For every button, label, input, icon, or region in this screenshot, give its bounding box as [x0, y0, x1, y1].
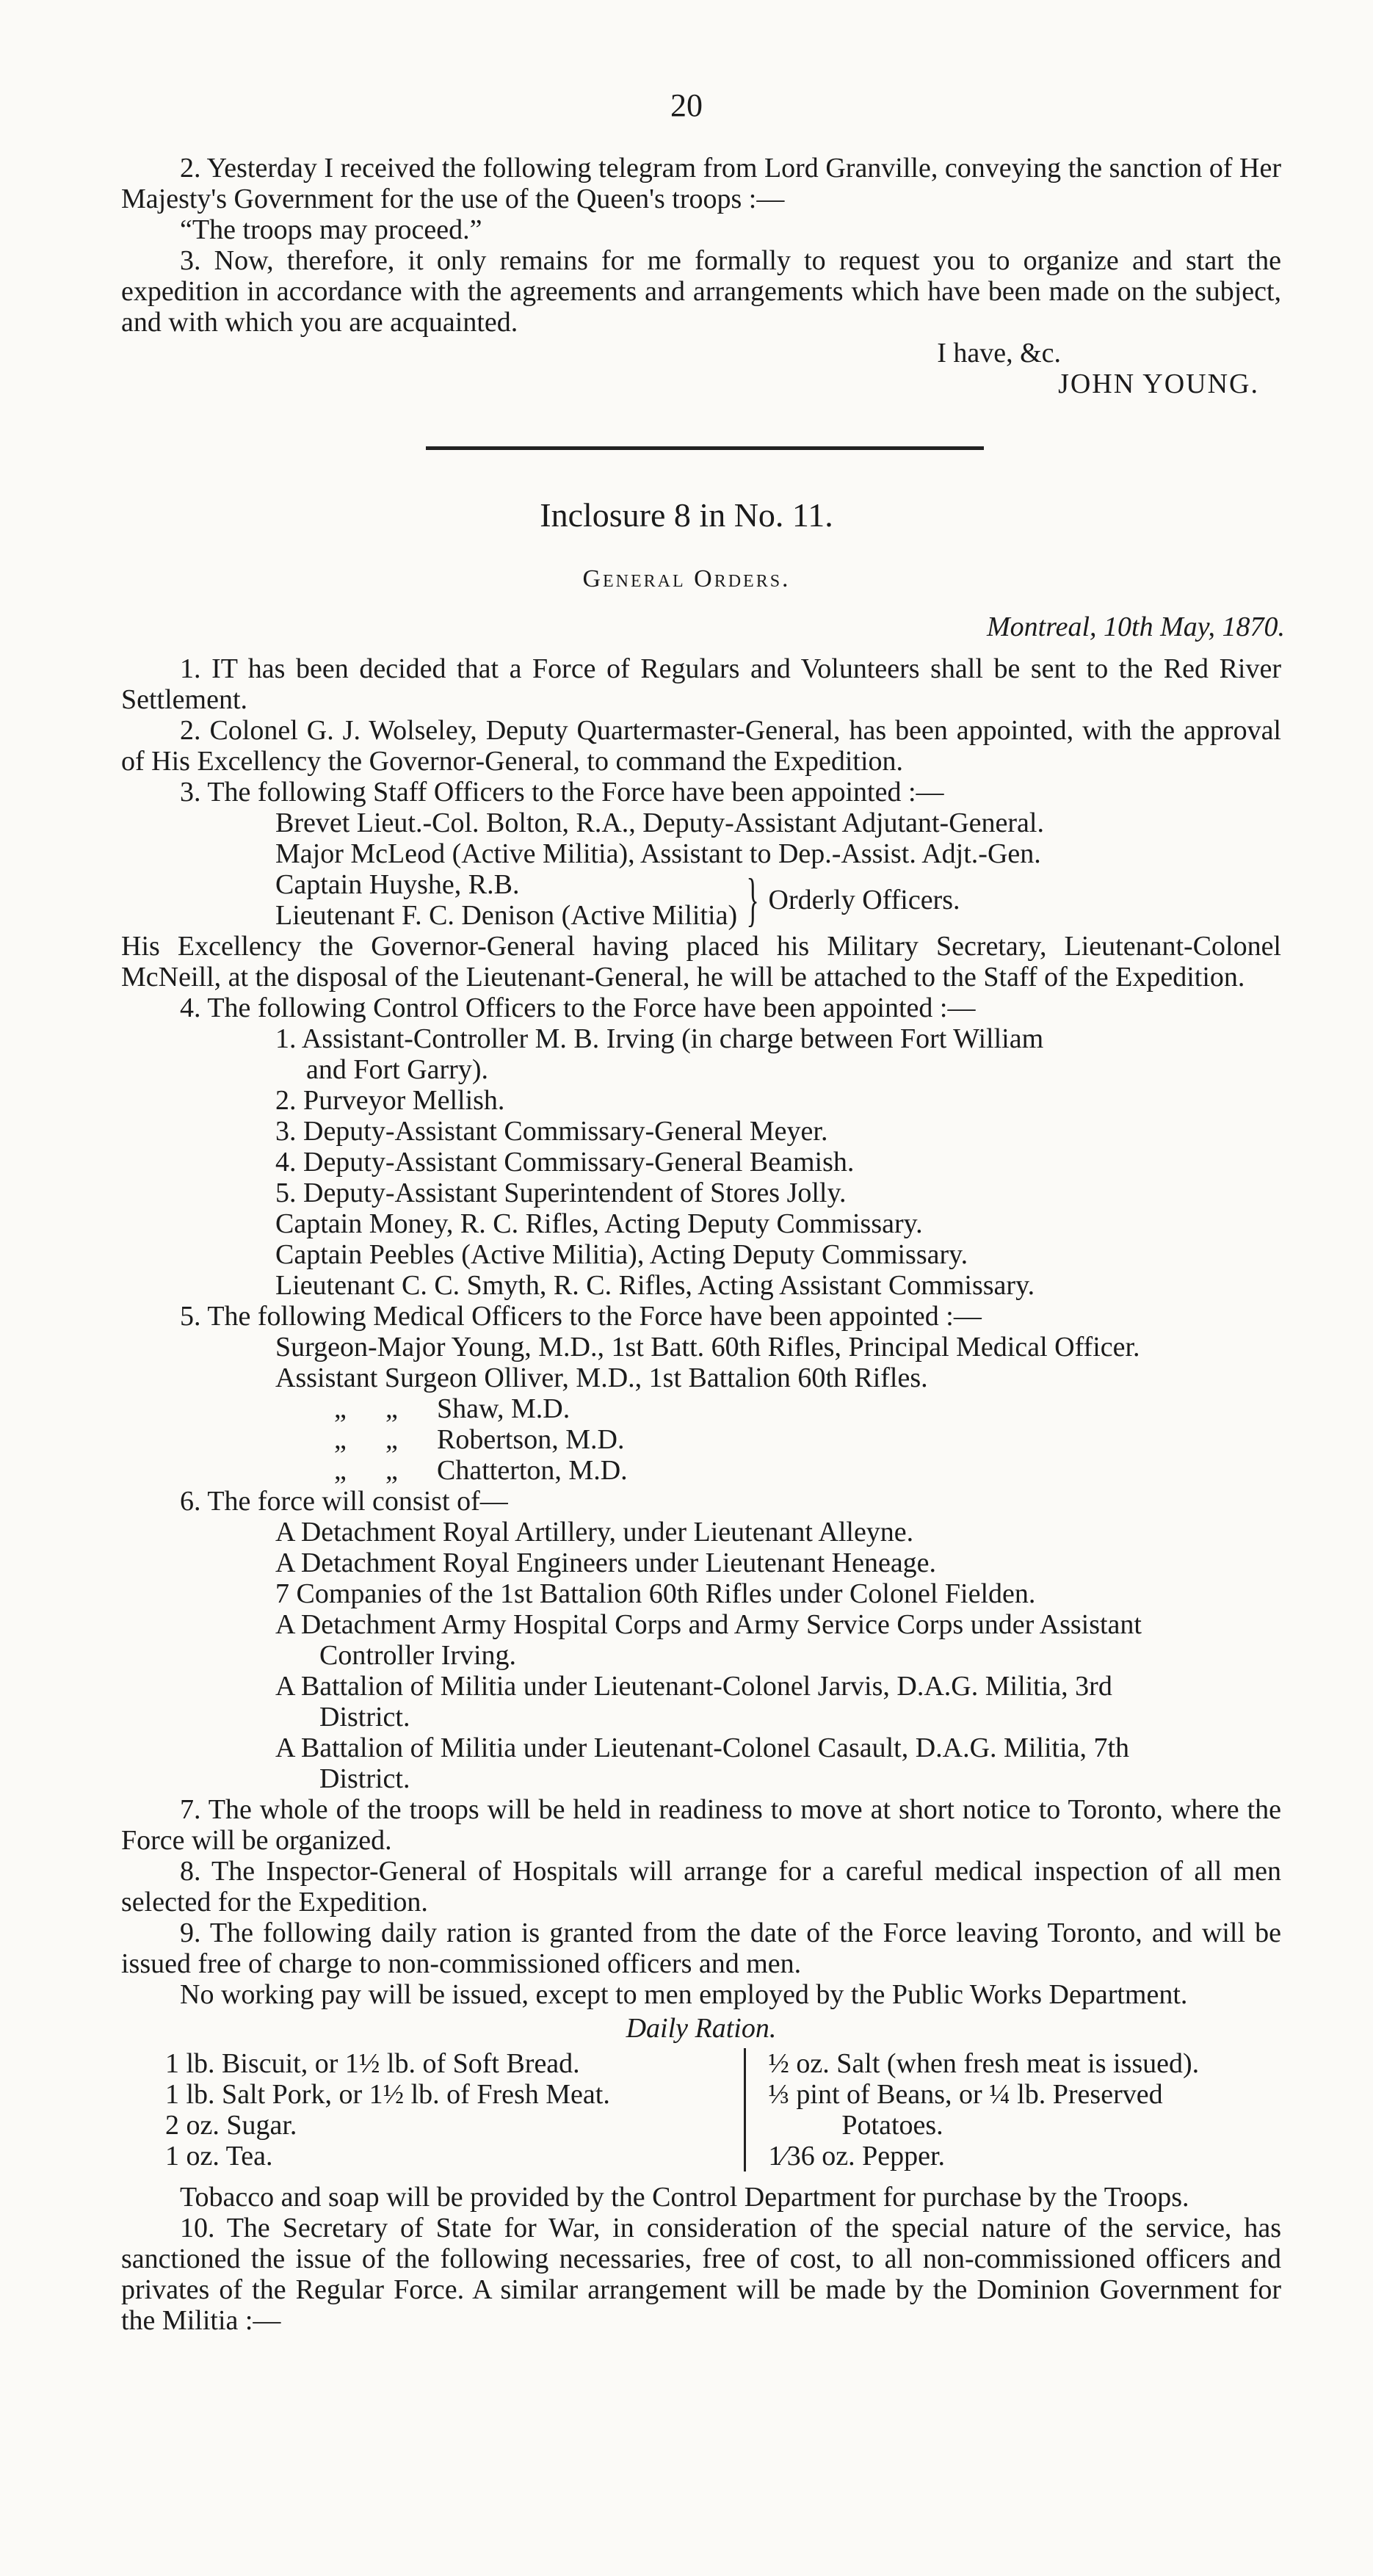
force-unit-continued: District. — [319, 1702, 410, 1733]
order-4: 4. The following Control Officers to the Force have been appointed :— — [180, 993, 976, 1023]
acting-officer: Captain Peebles (Active Militia), Acting Deputy Commissary. — [275, 1239, 968, 1270]
general-orders-heading: General Orders. — [582, 565, 791, 592]
acting-officer: Lieutenant C. C. Smyth, R. C. Rifles, Acting Assistant Commissary. — [275, 1270, 1035, 1301]
order-5: 5. The following Medical Officers to the Force have been appointed :— — [180, 1301, 982, 1332]
control-officer: 2. Purveyor Mellish. — [275, 1085, 505, 1116]
daily-ration-table — [121, 2048, 1281, 2172]
orderly-officers-label: Orderly Officers. — [768, 885, 960, 915]
assistant-surgeon — [121, 1455, 1281, 1486]
surgeon-name: Robertson, M.D. — [437, 1424, 625, 1455]
assistant-surgeon — [121, 1393, 1281, 1424]
order-1: 1. IT has been decided that a Force of Regulars and Volunteers shall be sent to the Red River Settlement. — [121, 653, 1281, 715]
staff-officer: Brevet Lieut.-Col. Bolton, R.A., Deputy-Assistant Adjutant-General. — [275, 808, 1044, 838]
section-divider — [426, 446, 984, 450]
ration-item: 2 oz. Sugar. — [165, 2110, 297, 2141]
ration-item: 1 oz. Tea. — [165, 2141, 273, 2172]
ration-item-continued: Potatoes. — [841, 2110, 943, 2141]
control-officer: 5. Deputy-Assistant Superintendent of Stores Jolly. — [275, 1178, 847, 1208]
ditto-mark: „ — [334, 1424, 347, 1455]
ditto-mark: „ — [334, 1393, 347, 1424]
acting-officer: Captain Money, R. C. Rifles, Acting Deputy Commissary. — [275, 1208, 923, 1239]
force-unit: A Battalion of Militia under Lieutenant-Colonel Jarvis, D.A.G. Militia, 3rd — [275, 1671, 1112, 1702]
medical-officer: Assistant Surgeon Olliver, M.D., 1st Battalion 60th Rifles. — [275, 1363, 928, 1393]
ration-item: 1 lb. Biscuit, or 1½ lb. of Soft Bread. — [165, 2048, 580, 2079]
ration-right-column — [746, 2048, 1281, 2172]
page-number: 20 — [670, 87, 703, 123]
control-officer: 4. Deputy-Assistant Commissary-General Beamish. — [275, 1147, 855, 1178]
paragraph-3: 3. Now, therefore, it only remains for me formally to request you to organize and start the expedition in accordance with the agreements and arrangements which have been made on the subject, and with which you are acquainted. — [121, 245, 1281, 338]
medical-officer: Surgeon-Major Young, M.D., 1st Batt. 60th Rifles, Principal Medical Officer. — [275, 1332, 1140, 1363]
tobacco-paragraph: Tobacco and soap will be provided by the Control Department for purchase by the Troops. — [180, 2182, 1189, 2213]
control-officer: 1. Assistant-Controller M. B. Irving (in charge between Fort William — [275, 1023, 1044, 1054]
order-6: 6. The force will consist of— — [180, 1486, 508, 1517]
control-officer: 3. Deputy-Assistant Commissary-General Meyer. — [275, 1116, 828, 1147]
force-unit: A Detachment Royal Engineers under Lieutenant Heneage. — [275, 1548, 937, 1578]
order-3: 3. The following Staff Officers to the Force have been appointed :— — [180, 777, 944, 808]
surgeon-name: Shaw, M.D. — [437, 1393, 570, 1424]
letter-section — [121, 153, 1281, 399]
staff-officer: Major McLeod (Active Militia), Assistant to Dep.-Assist. Adjt.-Gen. — [275, 838, 1041, 869]
orderly-officers-group — [121, 869, 1281, 931]
order-date: Montreal, 10th May, 1870. — [987, 612, 1285, 642]
closing-line: I have, &c. — [937, 338, 1061, 369]
inclosure-heading: Inclosure 8 in No. 11. — [540, 496, 833, 534]
ration-item: ½ oz. Salt (when fresh meat is issued). — [768, 2048, 1200, 2079]
force-unit: A Battalion of Militia under Lieutenant-Colonel Casault, D.A.G. Militia, 7th — [275, 1733, 1130, 1763]
assistant-surgeon — [121, 1424, 1281, 1455]
paragraph-2: 2. Yesterday I received the following telegram from Lord Granville, conveying the sanction of Her Majesty's Government for the use of the Queen's troops :— — [121, 153, 1281, 214]
ration-item: ⅓ pint of Beans, or ¼ lb. Preserved — [768, 2079, 1163, 2110]
telegram-quote: “The troops may proceed.” — [180, 214, 482, 245]
ditto-mark: „ — [385, 1424, 398, 1455]
signature: JOHN YOUNG. — [1058, 369, 1259, 399]
order-7: 7. The whole of the troops will be held in readiness to move at short notice to Toronto, where the Force will be organized. — [121, 1794, 1281, 1856]
order-3-note: His Excellency the Governor-General having placed his Military Secretary, Lieutenant-Colonel McNeill, at the disposal of the Lieutenant-General, he will be attached to the Staff of the Expedition. — [121, 931, 1281, 993]
force-unit: A Detachment Army Hospital Corps and Army Service Corps under Assistant — [275, 1609, 1142, 1640]
daily-ration-title: Daily Ration. — [626, 2013, 777, 2044]
ditto-mark: „ — [334, 1455, 347, 1486]
ditto-mark: „ — [385, 1455, 398, 1486]
surgeon-name: Chatterton, M.D. — [437, 1455, 628, 1486]
ration-left-column — [121, 2048, 746, 2172]
order-8: 8. The Inspector-General of Hospitals will arrange for a careful medical inspection of all men selected for the Expedition. — [121, 1856, 1281, 1918]
order-9-note: No working pay will be issued, except to men employed by the Public Works Department. — [180, 1979, 1188, 2010]
orderly-officer: Captain Huyshe, R.B. — [275, 869, 520, 900]
force-unit-continued: District. — [319, 1763, 410, 1794]
control-officer-continued: and Fort Garry). — [306, 1054, 488, 1085]
brace-symbol: } — [746, 868, 759, 932]
ditto-mark: „ — [385, 1393, 398, 1424]
orders-section — [121, 653, 1281, 2336]
force-unit-continued: Controller Irving. — [319, 1640, 517, 1671]
force-unit: 7 Companies of the 1st Battalion 60th Rifles under Colonel Fielden. — [275, 1578, 1036, 1609]
ration-item: 1⁄36 oz. Pepper. — [768, 2141, 946, 2172]
order-10: 10. The Secretary of State for War, in consideration of the special nature of the service, has sanctioned the issue of the following necessaries, free of cost, to all non-commissioned officers and privates of the Regular Force. A similar arrangement will be made by the Dominion Government for the Militia :— — [121, 2213, 1281, 2336]
order-2: 2. Colonel G. J. Wolseley, Deputy Quartermaster-General, has been appointed, with the approval of His Excellency the Governor-General, to command the Expedition. — [121, 715, 1281, 777]
order-9: 9. The following daily ration is granted from the date of the Force leaving Toronto, and will be issued free of charge to non-commissioned officers and men. — [121, 1918, 1281, 1979]
ration-item: 1 lb. Salt Pork, or 1½ lb. of Fresh Meat. — [165, 2079, 610, 2110]
orderly-officer: Lieutenant F. C. Denison (Active Militia) — [275, 900, 738, 931]
force-unit: A Detachment Royal Artillery, under Lieutenant Alleyne. — [275, 1517, 914, 1548]
